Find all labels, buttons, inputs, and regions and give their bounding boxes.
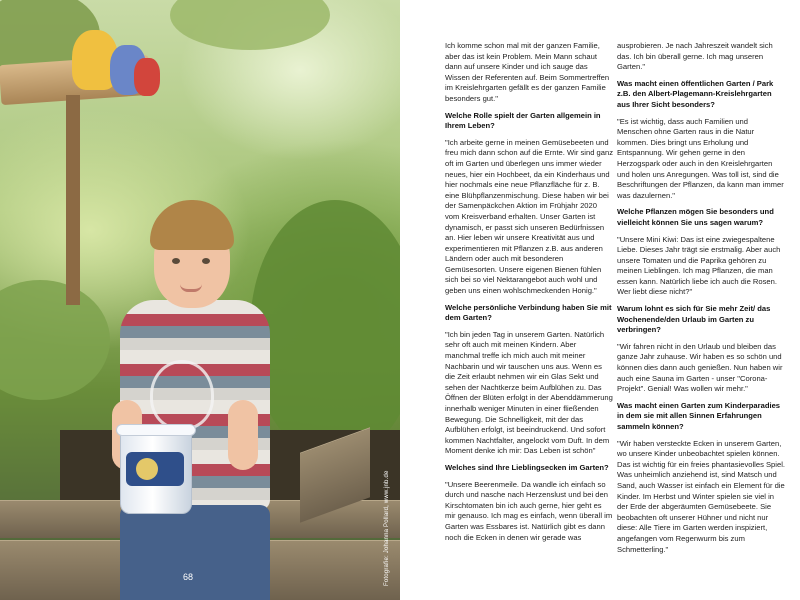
wooden-pole (66, 95, 80, 305)
photo-credit: Fotografie: Johanna Pollard, www.jnb.de (384, 470, 390, 586)
child-arm-right (228, 400, 258, 470)
interview-answer: ausprobieren. Je nach Jahreszeit wandelt sich das. Ich bin überall gerne. Ich mag unseren Garten." (617, 41, 773, 72)
interview-question: Was macht einen Garten zum Kinderparadies in dem sie mit allen Sinnen Erfahrungen sammeln können? (617, 400, 781, 431)
interview-answer: "Unsere Mini Kiwi: Das ist eine zwiegespaltene Liebe. Dieses Jahr trägt sie erstmalig. Aber auch unsere Tomaten und die Paprika gehören zu meinen Lieblingen. Ich mag Pflanzen, die man essen kann. Natürlich liebe ich auch die Rosen. Wer liebt diese nicht?" (617, 234, 781, 297)
foliage-right (250, 200, 400, 460)
interview-question: Welche persönliche Verbindung haben Sie mit dem Garten? (445, 302, 612, 323)
interview-question: Welche Pflanzen mögen Sie besonders und vielleicht können Sie uns sagen warum? (617, 207, 774, 227)
child-jeans (120, 505, 270, 600)
article-column-right (617, 41, 785, 561)
interview-answer: "Wir fahren nicht in den Urlaub und bleiben das ganze Jahr zuhause. Wir haben es so schön und können dies dann auch genießen. Nun haben wir auch eine Sauna im Garten - unser "Corona-Projekt". Genial! Was wollen wir mehr." (617, 341, 783, 394)
foliage-top (170, 0, 330, 50)
interview-question: Welche Rolle spielt der Garten allgemein in Ihrem Leben? (445, 110, 601, 131)
page-number: 68 (183, 572, 194, 582)
article-column-left (445, 41, 613, 549)
interview-answer: "Ich bin jeden Tag in unserem Garten. Natürlich sehr oft auch mit meinen Kindern. Aber manchmal treffe ich mich auch mit meiner Nachbarin und wir tauschen uns aus. Wenn es die Zeit erlaubt nehmen wir ein Glas Sekt und sehen der Nachtkerze beim Aufblühen zu. Das Öffnen der Blüten erfolgt in der Abenddämmerung innerhalb weniger Minuten in einer fließenden Bewegung. Die Schnelligkeit, mit der das Aufblühen erfolgt, ist beeindruckend. Und sofort kommen Nachtfalter, angelockt vom Duft. In dem Moment denke ich mir: Das Leben ist schön" (445, 329, 613, 456)
honey-bucket-lid (116, 424, 196, 436)
child-hair (150, 200, 234, 250)
child-eye-right (202, 258, 210, 264)
interview-answer: "Unsere Beerenmeile. Da wandle ich einfach so durch und nasche nach Herzenslust und bei den Kirschtomaten bin ich auch gerne, hier geht es mir genauso. Ich mag es einfach, wenn überall im Garten was Essbares ist. Natürlich gibt es dann noch die Ecken in denen wir gerade was (445, 479, 613, 542)
interview-answer: "Wir haben versteckte Ecken in unserem Garten, wo unsere Kinder unbeobachtet spielen können. Das ist wichtig für ein freies phantasievolles Spiel. Was unheimlich anziehend ist, sind Matsch und Sand, auch Wasser ist einfach ein Element für die Kinder. Im Herbst und Winter spielen sie viel in der Erde der abgeräumten Gemüsebeete. Sie beobachten oft unserer Hühner und nicht nur diese: Alle Tiere im Garten werden inspiziert, angefangen vom Regenwurm bis zum Schmetterling." (617, 438, 785, 554)
interview-answer: Ich komme schon mal mit der ganzen Familie, aber das ist kein Problem. Mein Mann schaut dann auf unsere Kinder und ich sauge das Wissen der Referenten auf. Beim Sommertreffen im Kreislehrgarten gefällt es der ganzen Familie besonders gut." (445, 41, 610, 103)
child-eye-left (172, 258, 180, 264)
honey-bucket-logo (136, 458, 158, 480)
shirt-balloon-print (150, 360, 214, 430)
interview-question: Was macht einen öffentlichen Garten / Park z.B. den Albert-Plagemann-Kreislehrgarten aus Ihrer Sicht besonders? (617, 78, 774, 109)
toy-figure-red (134, 58, 160, 96)
interview-answer: "Ich arbeite gerne in meinen Gemüsebeeten und freu mich dann schon auf die Ernte. Wir sind ganz oft im Garten und überlegen uns immer wieder neues, hier ein Hochbeet, da ein Kinderhaus und hier nochmals eine neue Pflanzfläche für z. B. eine Blühpflanzenmischung. Diese haben wir bei der Samenpäckchen Aktion im Frühjahr 2020 vom Kreisverband erhalten. Unser Garten ist dynamisch, er passt sich unseren Bedürfnissen an. Hier leben wir unsere Kreativität aus und experimentieren mit Pflanzen z.B. aus anderen Ländern oder auch mit besonderen Gemüsesorten. Unsere eigenen Bienen fühlen sich bei so viel Nektarangebot auch wohl und geben uns einen wohlschmeckenden Honig." (445, 137, 613, 296)
interview-question: Warum lohnt es sich für Sie mehr Zeit/ das Wochenende/den Urlaub im Garten zu verbringen? (617, 304, 771, 335)
interview-answer: "Es ist wichtig, dass auch Familien und Menschen ohne Garten raus in die Natur kommen. Dies bringt uns Erholung und Entspannung. Wir gehen gerne in den Herzogspark oder auch in den Kreislehrgarten und holen uns Anregungen. Was toll ist, sind die Beschriftungen der Pflanzen, da kann man immer was dazulernen." (617, 116, 784, 200)
foliage-left (0, 280, 110, 400)
interview-question: Welches sind Ihre Lieblingsecken im Garten? (445, 462, 609, 472)
